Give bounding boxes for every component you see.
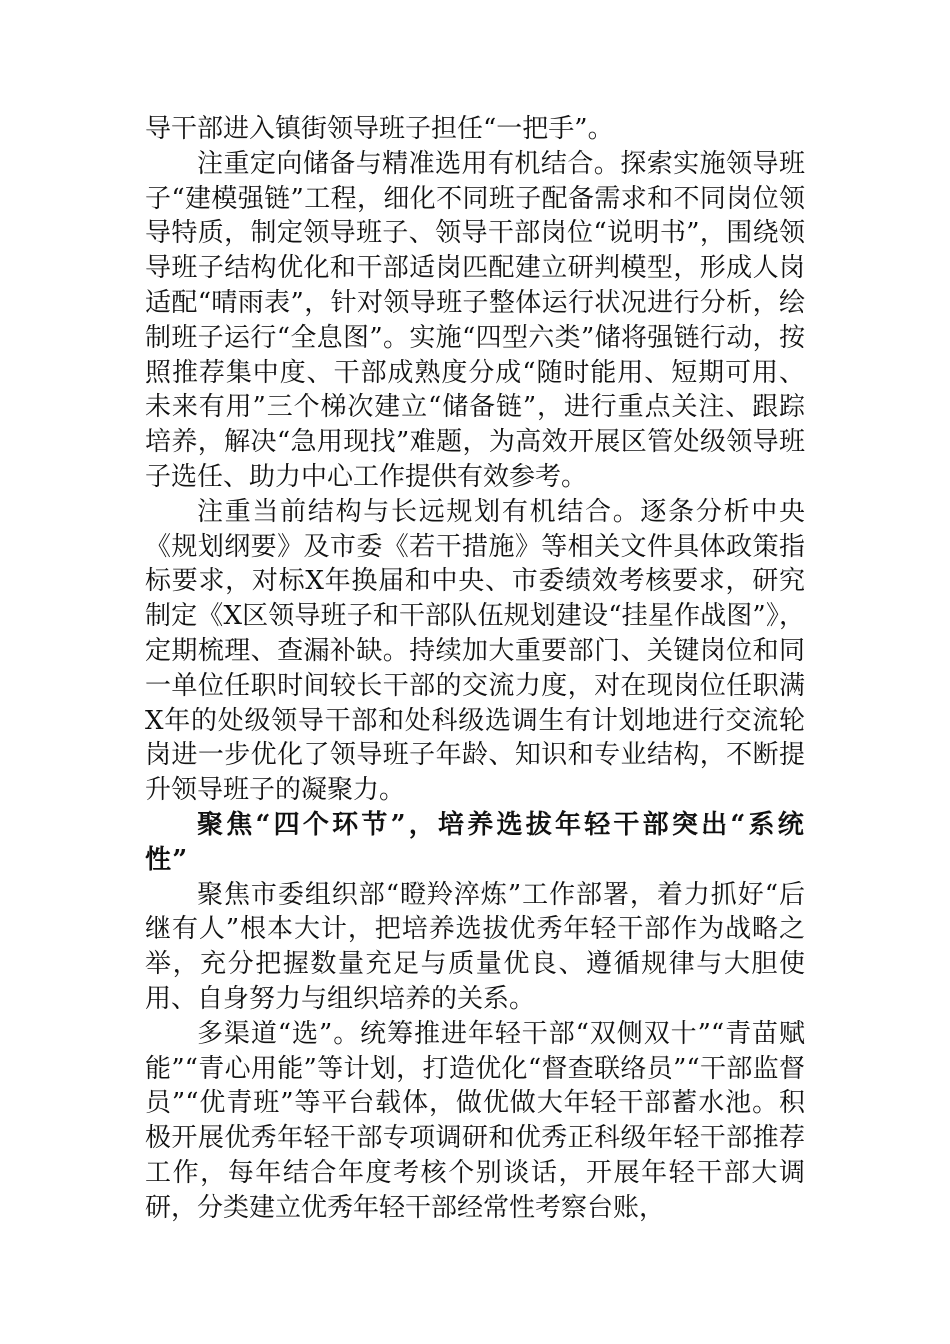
paragraph-multi-channel-selection: 多渠道“选”。统筹推进年轻干部“双侧双十”“青苗赋能”“青心用能”等计划，打造优化“督查联络员”“干部监督员”“优青班”等平台载体，做优做大年轻干部蓄水池。积极开展优秀年轻干部专项调研和优秀正科级年轻干部推荐工作，每年结合年度考核个别谈话，开展年轻干部大调研，分类建立优秀年轻干部经常性考察台账， [145, 1018, 805, 1223]
paragraph-continuation: 导干部进入镇街领导班子担任“一把手”。 [145, 114, 614, 144]
document-page [145, 112, 805, 1226]
paragraph-leadership-reserve: 注重定向储备与精准选用有机结合。探索实施领导班子“建模强链”工程，细化不同班子配备需求和不同岗位领导特质，制定领导班子、领导干部岗位“说明书”，围绕领导班子结构优化和干部适岗匹配建立研判模型，形成人岗适配“晴雨表”，针对领导班子整体运行状况进行分析，绘制班子运行“全息图”。实施“四型六类”储将强链行动，按照推荐集中度、干部成熟度分成“随时能用、短期可用、未来有用”三个梯次建立“储备链”，进行重点关注、跟踪培养，解决“急用现找”难题，为高效开展区管处级领导班子选任、助力中心工作提供有效参考。 [145, 148, 805, 492]
paragraph-young-cadres-intro: 聚焦市委组织部“瞪羚淬炼”工作部署，着力抓好“后继有人”根本大计，把培养选拔优秀年轻干部作为战略之举，充分把握数量充足与质量优良、遵循规律与大胆使用、自身努力与组织培养的关系。 [145, 879, 805, 1014]
paragraph-structure-planning: 注重当前结构与长远规划有机结合。逐条分析中央《规划纲要》及市委《若干措施》等相关文件具体政策指标要求，对标X年换届和中央、市委绩效考核要求，研究制定《X区领导班子和干部队伍规划建设“挂星作战图”》，定期梳理、查漏补缺。持续加大重要部门、关键岗位和同一单位任职时间较长干部的交流力度，对在现岗位任职满X年的处级领导干部和处科级选调生有计划地进行交流轮岗进一步优化了领导班子年龄、知识和专业结构，不断提升领导班子的凝聚力。 [145, 496, 805, 806]
section-heading: 聚焦“四个环节”，培养选拔年轻干部突出“系统性” [145, 809, 805, 875]
